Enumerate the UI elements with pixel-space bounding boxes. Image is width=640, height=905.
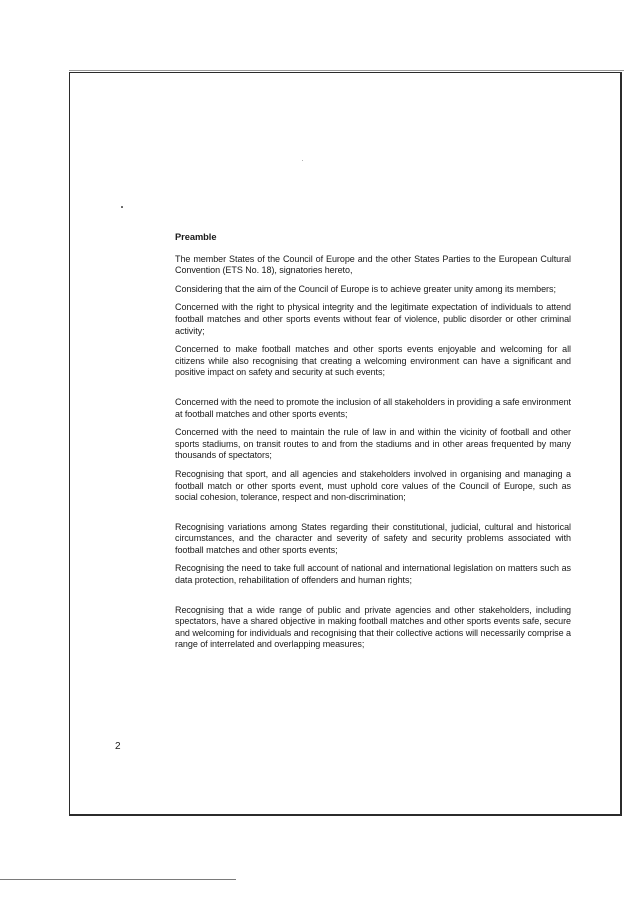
scan-speck	[121, 206, 123, 208]
frame-top-shadow	[69, 70, 624, 71]
page-number: 2	[115, 741, 121, 752]
scan-edge-line	[0, 879, 236, 880]
section-heading: Preamble	[175, 232, 217, 242]
preamble-paragraph: Concerned with the need to promote the inclusion of all stakeholders in providing a safe environment at football matches and other sports events;	[175, 396, 571, 419]
preamble-paragraph: Recognising that sport, and all agencies and stakeholders involved in organising and managing a football match or other sports event, must uphold core values of the Council of Europe, such as social cohesion, tolerance, respect and non-discrimination;	[175, 468, 571, 503]
preamble-paragraph: Considering that the aim of the Council of Europe is to achieve greater unity among its members;	[175, 283, 556, 294]
preamble-section	[175, 232, 571, 658]
preamble-paragraph: Concerned with the need to maintain the rule of law in and within the vicinity of football and other sports stadiums, on transit routes to and from the stadiums and in other areas frequented by many thousands of spectators;	[175, 427, 571, 461]
preamble-paragraph: The member States of the Council of Europe and the other States Parties to the European Cultural Convention (ETS No. 18), signatories hereto,	[175, 253, 571, 276]
preamble-paragraph: Recognising that a wide range of public and private agencies and other stakeholders, including spectators, have a shared objective in making football matches and other sports events safe, secure and welcoming for individuals and recognising that their collective actions will necessarily comprise a range of interrelated and overlapping measures;	[175, 604, 571, 650]
preamble-paragraph: Recognising the need to take full account of national and international legislation on matters such as data protection, rehabilitation of offenders and human rights;	[175, 563, 571, 586]
preamble-paragraph: Recognising variations among States regarding their constitutional, judicial, cultural and historical circumstances, and the character and severity of safety and security problems associated with football matches and other sports events;	[175, 521, 571, 555]
preamble-paragraph: Concerned to make football matches and other sports events enjoyable and welcoming for all citizens while also recognising that creating a welcoming environment can have a significant and positive impact on safety and security at such events;	[175, 344, 571, 378]
preamble-paragraph: Concerned with the right to physical integrity and the legitimate expectation of individuals to attend football matches and other sports events without fear of violence, public disorder or other criminal activity;	[175, 302, 571, 336]
scan-speck	[302, 160, 303, 161]
